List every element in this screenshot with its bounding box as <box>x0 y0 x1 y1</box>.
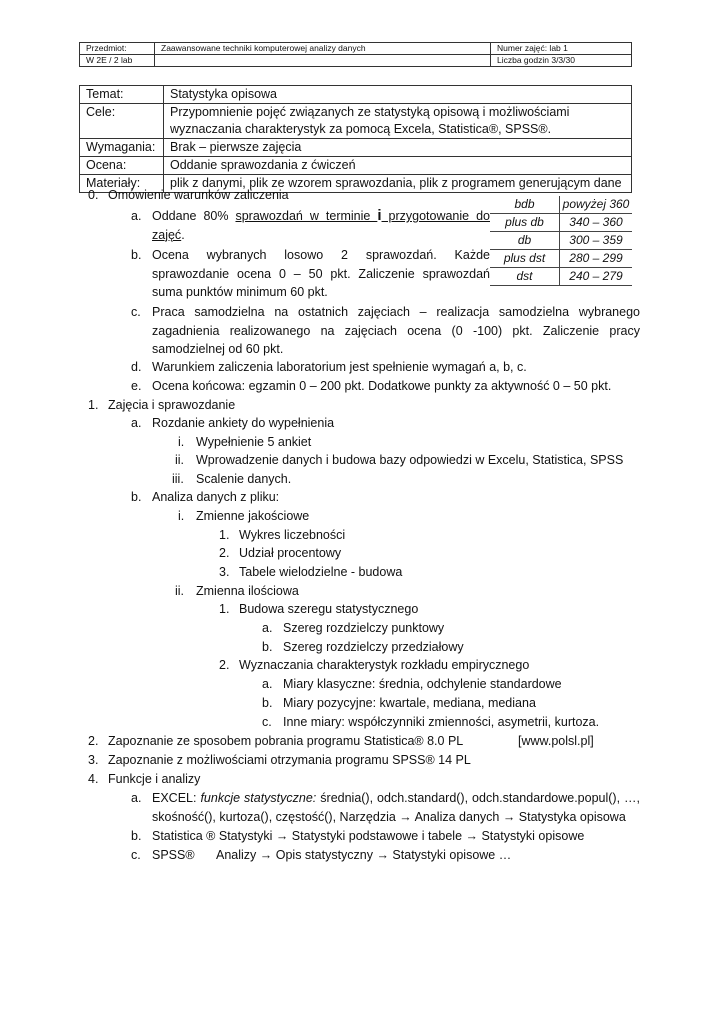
list-item: Miary pozycyjne: kwartale, mediana, mediana <box>283 696 536 710</box>
list-marker: 3. <box>219 565 230 579</box>
list-marker: ii. <box>175 584 185 598</box>
liczba-godzin: Liczba godzin 3/3/30 <box>491 55 632 67</box>
list-marker: e. <box>131 379 142 393</box>
list-item: Budowa szeregu statystycznego <box>239 602 419 616</box>
list-marker: c. <box>131 848 141 862</box>
list-marker: b. <box>131 829 142 843</box>
meta-value: Brak – pierwsze zajęcia <box>164 139 632 157</box>
list-item: Rozdanie ankiety do wypełnienia <box>152 416 335 430</box>
list-marker: i. <box>178 509 185 523</box>
list-item: Praca samodzielna na ostatnich zajęciach – realizacja samodzielna wybranego zagadnienia realizowanego na zajęciach ocena (0 -100) pkt. Zaliczenie pracy samodzielnej od 60 pkt. <box>152 305 640 356</box>
list-number: 4. <box>88 772 99 786</box>
grade-range: 340 – 360 <box>560 214 633 232</box>
list-number: 2. <box>88 734 99 748</box>
list-number: 1. <box>88 398 99 412</box>
list-item: Wykres liczebności <box>239 528 346 542</box>
list-marker: c. <box>262 715 272 729</box>
meta-value: plik z danymi, plik ze wzorem sprawozdania, plik z programem generującym dane <box>164 175 632 193</box>
list-marker: a. <box>262 621 273 635</box>
numer-zajec: Numer zajęć: lab 1 <box>491 43 632 55</box>
list-item: Oddane 80% sprawozdań w terminie i przygotowanie do zajęć. <box>152 207 490 242</box>
grade: dst <box>490 268 560 286</box>
list-marker: 1. <box>219 602 230 616</box>
section-title: Funkcje i analizy <box>108 772 201 786</box>
list-item: Wyznaczania charakterystyk rozkładu empirycznego <box>239 658 530 672</box>
list-item: Szereg rozdzielczy przedziałowy <box>283 640 464 654</box>
przedmiot-label: Przedmiot: <box>80 43 155 55</box>
list-marker: b. <box>131 248 142 262</box>
meta-key: Cele: <box>80 104 164 139</box>
list-marker: ii. <box>175 453 185 467</box>
list-item: Miary klasyczne: średnia, odchylenie standardowe <box>283 677 562 691</box>
list-item: Ocena końcowa: egzamin 0 – 200 pkt. Dodatkowe punkty za aktywność 0 – 50 pkt. <box>152 379 612 393</box>
grade: plus dst <box>490 250 560 268</box>
meta-key: Wymagania: <box>80 139 164 157</box>
list-item: Statistica ® Statystyki → Statystyki podstawowe i tabele → Statystyki opisowe <box>152 829 585 843</box>
list-marker: a. <box>131 791 142 805</box>
meta-table <box>79 85 632 193</box>
list-marker: b. <box>262 640 273 654</box>
list-item: Inne miary: współczynniki zmienności, asymetrii, kurtoza. <box>283 715 600 729</box>
list-item: Ocena wybranych losowo 2 sprawozdań. Każde sprawozdanie ocena 0 – 50 pkt. Zaliczenie sprawozdań suma punktów minimum 60 pkt. <box>152 248 490 299</box>
list-item-label: SPSS® <box>152 848 195 862</box>
list-marker: iii. <box>172 472 184 486</box>
section-title: Omówienie warunków zaliczenia <box>108 188 289 202</box>
list-marker: a. <box>262 677 273 691</box>
list-item: Zapoznanie z możliwościami otrzymania programu SPSS® 14 PL <box>108 753 471 767</box>
grade-range: powyżej 360 <box>560 196 633 214</box>
list-marker: b. <box>262 696 273 710</box>
list-marker: 2. <box>219 546 230 560</box>
list-marker: a. <box>131 416 142 430</box>
list-item: Zapoznanie ze sposobem pobrania programu Statistica® 8.0 PL <box>108 734 464 748</box>
meta-value: Statystyka opisowa <box>164 86 632 104</box>
list-marker: d. <box>131 360 142 374</box>
list-item: Szereg rozdzielczy punktowy <box>283 621 445 635</box>
grade: bdb <box>490 196 560 214</box>
przedmiot-value: Zaawansowane techniki komputerowej analizy danych <box>155 43 491 55</box>
meta-value: Przypomnienie pojęć związanych ze statystyką opisową i możliwościami wyznaczania charakterystyk za pomocą Excela, Statistica®, SPSS®. <box>164 104 632 139</box>
meta-key: Temat: <box>80 86 164 104</box>
list-marker: i. <box>178 435 185 449</box>
list-item: Zmienne jakościowe <box>196 509 310 523</box>
list-marker: b. <box>131 490 142 504</box>
grade-range: 280 – 299 <box>560 250 633 268</box>
list-marker: 2. <box>219 658 230 672</box>
section-title: Zajęcia i sprawozdanie <box>108 398 236 412</box>
meta-key: Ocena: <box>80 157 164 175</box>
list-number: 0. <box>88 188 99 202</box>
list-item: Analizy → Opis statystyczny → Statystyki opisowe … <box>216 848 512 862</box>
list-item: Wypełnienie 5 ankiet <box>196 435 312 449</box>
list-marker: a. <box>131 209 142 223</box>
list-item: Warunkiem zaliczenia laboratorium jest spełnienie wymagań a, b, c. <box>152 360 527 374</box>
list-item: Zmienna ilościowa <box>196 584 299 598</box>
header-table <box>79 42 632 67</box>
group: W 2E / 2 lab <box>80 55 155 67</box>
grades-table <box>490 196 632 286</box>
list-item: EXCEL: funkcje statystyczne: średnia(), odch.standard(), odch.standardowe.popul(), …, skośność(), kurtoza(), częstość(), Narzędzia → Analiza danych → Statystyka opisowa <box>152 791 641 824</box>
website-link[interactable]: [www.polsl.pl] <box>518 734 594 748</box>
list-marker: c. <box>131 305 141 319</box>
grade: plus db <box>490 214 560 232</box>
grade-range: 300 – 359 <box>560 232 633 250</box>
list-item: Analiza danych z pliku: <box>152 490 280 504</box>
meta-value: Oddanie sprawozdania z ćwiczeń <box>164 157 632 175</box>
list-item: Wprowadzenie danych i budowa bazy odpowiedzi w Excelu, Statistica, SPSS <box>196 453 624 467</box>
meta-key: Materiały: <box>80 175 164 193</box>
list-marker: 1. <box>219 528 230 542</box>
list-item: Scalenie danych. <box>196 472 292 486</box>
grade-range: 240 – 279 <box>560 268 633 286</box>
grade: db <box>490 232 560 250</box>
list-item: Udział procentowy <box>239 546 342 560</box>
list-item: Tabele wielodzielne - budowa <box>239 565 403 579</box>
list-number: 3. <box>88 753 99 767</box>
